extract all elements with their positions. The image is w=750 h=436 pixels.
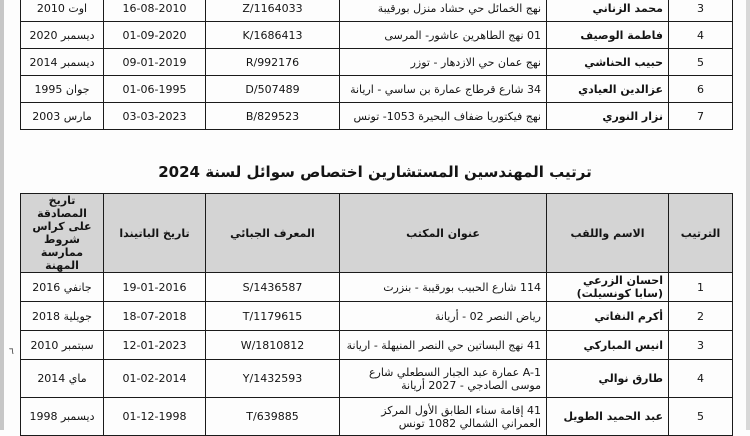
- patent-date-cell: 01-09-2020: [104, 22, 206, 49]
- certification-date-cell: سبتمبر 2010: [21, 331, 104, 360]
- tax-id-cell: 1436587/S: [206, 273, 340, 302]
- header-rank: الترتيب: [669, 194, 733, 273]
- patent-date-cell: 01-02-2014: [104, 360, 206, 398]
- engineers-table-fluids-2024: [20, 193, 733, 436]
- table-row: [21, 103, 733, 130]
- patent-date-cell: 18-07-2018: [104, 302, 206, 331]
- table-row: [21, 76, 733, 103]
- address-cell: 41 نهج البساتين حي النصر المنيهلة - اريانة: [340, 331, 547, 360]
- table-row: [21, 273, 733, 302]
- address-cell: A-1 عمارة عبد الجبار السطعلي شارع موسى الصادجي - 2027 أريانة: [340, 360, 547, 398]
- patent-date-cell: 12-01-2023: [104, 331, 206, 360]
- certification-date-cell: ماي 2014: [21, 360, 104, 398]
- patent-date-cell: 01-12-1998: [104, 398, 206, 436]
- rank-cell: 2: [669, 302, 733, 331]
- table-header-row: [21, 194, 733, 273]
- engineers-table-continued: [20, 0, 733, 130]
- rank-cell: 5: [669, 398, 733, 436]
- page-left-edge: [0, 0, 4, 430]
- patent-date-cell: 19-01-2016: [104, 273, 206, 302]
- tax-id-cell: 1179615/T: [206, 302, 340, 331]
- tax-id-cell: 1164033/Z: [206, 0, 340, 22]
- rank-cell: 4: [669, 22, 733, 49]
- tax-id-cell: 639885/T: [206, 398, 340, 436]
- certification-date-cell: جويلية 2018: [21, 302, 104, 331]
- certification-date-cell: ديسمبر 2014: [21, 49, 104, 76]
- certification-date-cell: ديسمبر 1998: [21, 398, 104, 436]
- tax-id-cell: 992176/R: [206, 49, 340, 76]
- address-cell: 41 إقامة سناء الطابق الأول المركز العمراني الشمالي 1082 تونس: [340, 398, 547, 436]
- rank-cell: 5: [669, 49, 733, 76]
- name-cell: عزالدين العيادي: [547, 76, 669, 103]
- header-address: عنوان المكتب: [340, 194, 547, 273]
- tax-id-cell: 829523/B: [206, 103, 340, 130]
- tax-id-cell: 1810812/W: [206, 331, 340, 360]
- section-title: ترتيب المهندسين المستشارين اختصاص سوائل لسنة 2024: [158, 163, 592, 181]
- certification-date-cell: ديسمبر 2020: [21, 22, 104, 49]
- header-tax-id: المعرف الجبائي: [206, 194, 340, 273]
- certification-date-cell: مارس 2003: [21, 103, 104, 130]
- address-cell: 114 شارع الحبيب بورقيبة - بنزرت: [340, 273, 547, 302]
- page-right-edge: [746, 0, 750, 430]
- margin-page-mark: ٦: [9, 347, 14, 357]
- name-cell: محمد الزناني: [547, 0, 669, 22]
- patent-date-cell: 09-01-2019: [104, 49, 206, 76]
- certification-date-cell: جوان 1995: [21, 76, 104, 103]
- table-row: [21, 49, 733, 76]
- rank-cell: 3: [669, 0, 733, 22]
- name-cell: فاطمة الوصيف: [547, 22, 669, 49]
- name-cell: انيس المباركي: [547, 331, 669, 360]
- address-cell: نهج فيكتوريا ضفاف البحيرة 1053- تونس: [340, 103, 547, 130]
- name-cell: نزار النوري: [547, 103, 669, 130]
- rank-cell: 4: [669, 360, 733, 398]
- patent-date-cell: 16-08-2010: [104, 0, 206, 22]
- rank-cell: 7: [669, 103, 733, 130]
- address-cell: رياض النصر 02 - أريانة: [340, 302, 547, 331]
- certification-date-cell: اوت 2010: [21, 0, 104, 22]
- tax-id-cell: 507489/D: [206, 76, 340, 103]
- table-row: [21, 22, 733, 49]
- patent-date-cell: 03-03-2023: [104, 103, 206, 130]
- tax-id-cell: 1686413/K: [206, 22, 340, 49]
- rank-cell: 6: [669, 76, 733, 103]
- address-cell: 01 نهج الطاهرين عاشور- المرسى: [340, 22, 547, 49]
- address-cell: نهج عمان حي الازدهار - توزر: [340, 49, 547, 76]
- rank-cell: 3: [669, 331, 733, 360]
- header-name: الاسم واللقب: [547, 194, 669, 273]
- name-cell: طارق نوالي: [547, 360, 669, 398]
- table-row: [21, 331, 733, 360]
- name-cell: احسان الزرعي (سابا كونسيلت): [547, 273, 669, 302]
- certification-date-cell: جانفي 2016: [21, 273, 104, 302]
- header-patent-date: تاريخ الباتيندا: [104, 194, 206, 273]
- name-cell: حبيب الحناشي: [547, 49, 669, 76]
- table-row: [21, 0, 733, 22]
- name-cell: عبد الحميد الطويل: [547, 398, 669, 436]
- address-cell: نهج الخمائل حي حشاد منزل بورقيبة: [340, 0, 547, 22]
- rank-cell: 1: [669, 273, 733, 302]
- address-cell: 34 شارع قرطاج عمارة بن ساسي - اريانة: [340, 76, 547, 103]
- table-row: [21, 302, 733, 331]
- header-certification-date: تاريخ المصادقة على كراس شروط ممارسة المهنة: [21, 194, 104, 273]
- name-cell: أكرم النفاتي: [547, 302, 669, 331]
- table-row: [21, 360, 733, 398]
- tax-id-cell: 1432593/Y: [206, 360, 340, 398]
- patent-date-cell: 01-06-1995: [104, 76, 206, 103]
